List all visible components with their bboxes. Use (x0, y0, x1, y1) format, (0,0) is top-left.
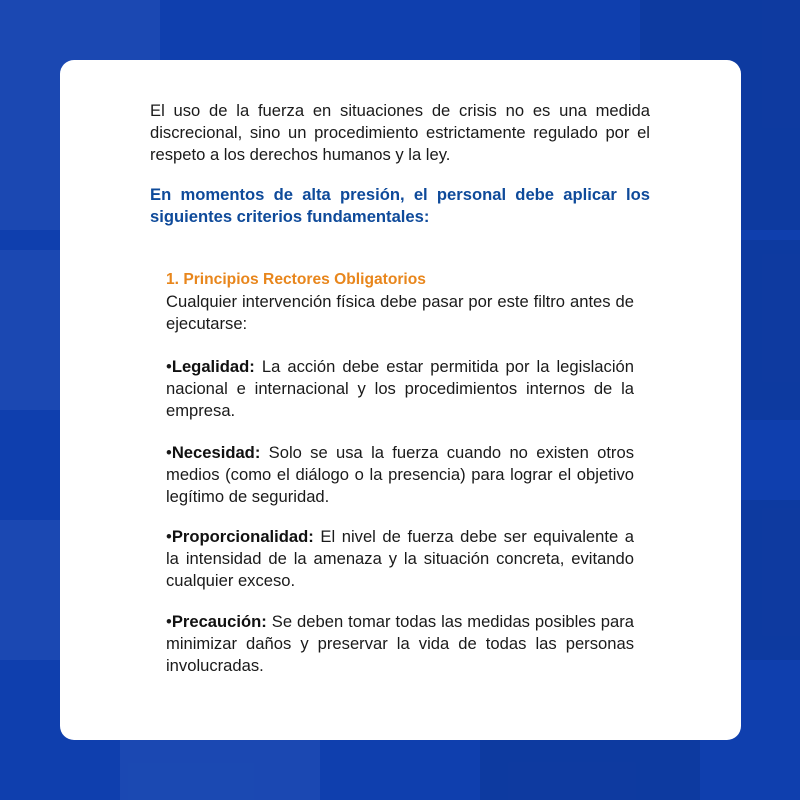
criterion-term: Precaución: (171, 612, 267, 631)
criterion-term: Proporcionalidad: (171, 527, 314, 546)
criterion-proporcionalidad: •Proporcionalidad: El nivel de fuerza debe ser equivalente a la intensidad de la amenaza y la situación concreta, evitando cualquier exceso. (166, 527, 634, 590)
lead-paragraph: En momentos de alta presión, el personal debe aplicar los siguientes criterios fundamentales: (150, 185, 650, 226)
content-card (60, 60, 741, 740)
section-heading: 1. Principios Rectores Obligatorios (166, 271, 426, 288)
criterion-precaucion: •Precaución: Se deben tomar todas las medidas posibles para minimizar daños y preservar la vida de todas las personas involucradas. (166, 612, 634, 675)
criterion-text: El nivel de fuerza debe ser equivalente a la intensidad de la amenaza y la situación concreta, evitando cualquier exceso. (166, 527, 634, 590)
criterion-text: La acción debe estar permitida por la legislación nacional e internacional y los procedimientos internos de la empresa. (166, 357, 634, 420)
criterion-term: Legalidad: (171, 357, 255, 376)
criterion-necesidad: •Necesidad: Solo se usa la fuerza cuando no existen otros medios (como el diálogo o la presencia) para lograr el objetivo legítimo de seguridad. (166, 443, 634, 506)
criterion-text: Solo se usa la fuerza cuando no existen otros medios (como el diálogo o la presencia) para lograr el objetivo legítimo de seguridad. (166, 443, 634, 506)
intro-paragraph: El uso de la fuerza en situaciones de crisis no es una medida discrecional, sino un procedimiento estrictamente regulado por el respeto a los derechos humanos y la ley. (150, 101, 650, 164)
section-intro: Cualquier intervención física debe pasar por este filtro antes de ejecutarse: (166, 292, 634, 333)
criterion-legalidad: •Legalidad: La acción debe estar permitida por la legislación nacional e internacional y los procedimientos internos de la empresa. (166, 357, 634, 420)
criterion-text: Se deben tomar todas las medidas posibles para minimizar daños y preservar la vida de todas las personas involucradas. (166, 612, 634, 675)
criterion-term: Necesidad: (171, 443, 261, 462)
